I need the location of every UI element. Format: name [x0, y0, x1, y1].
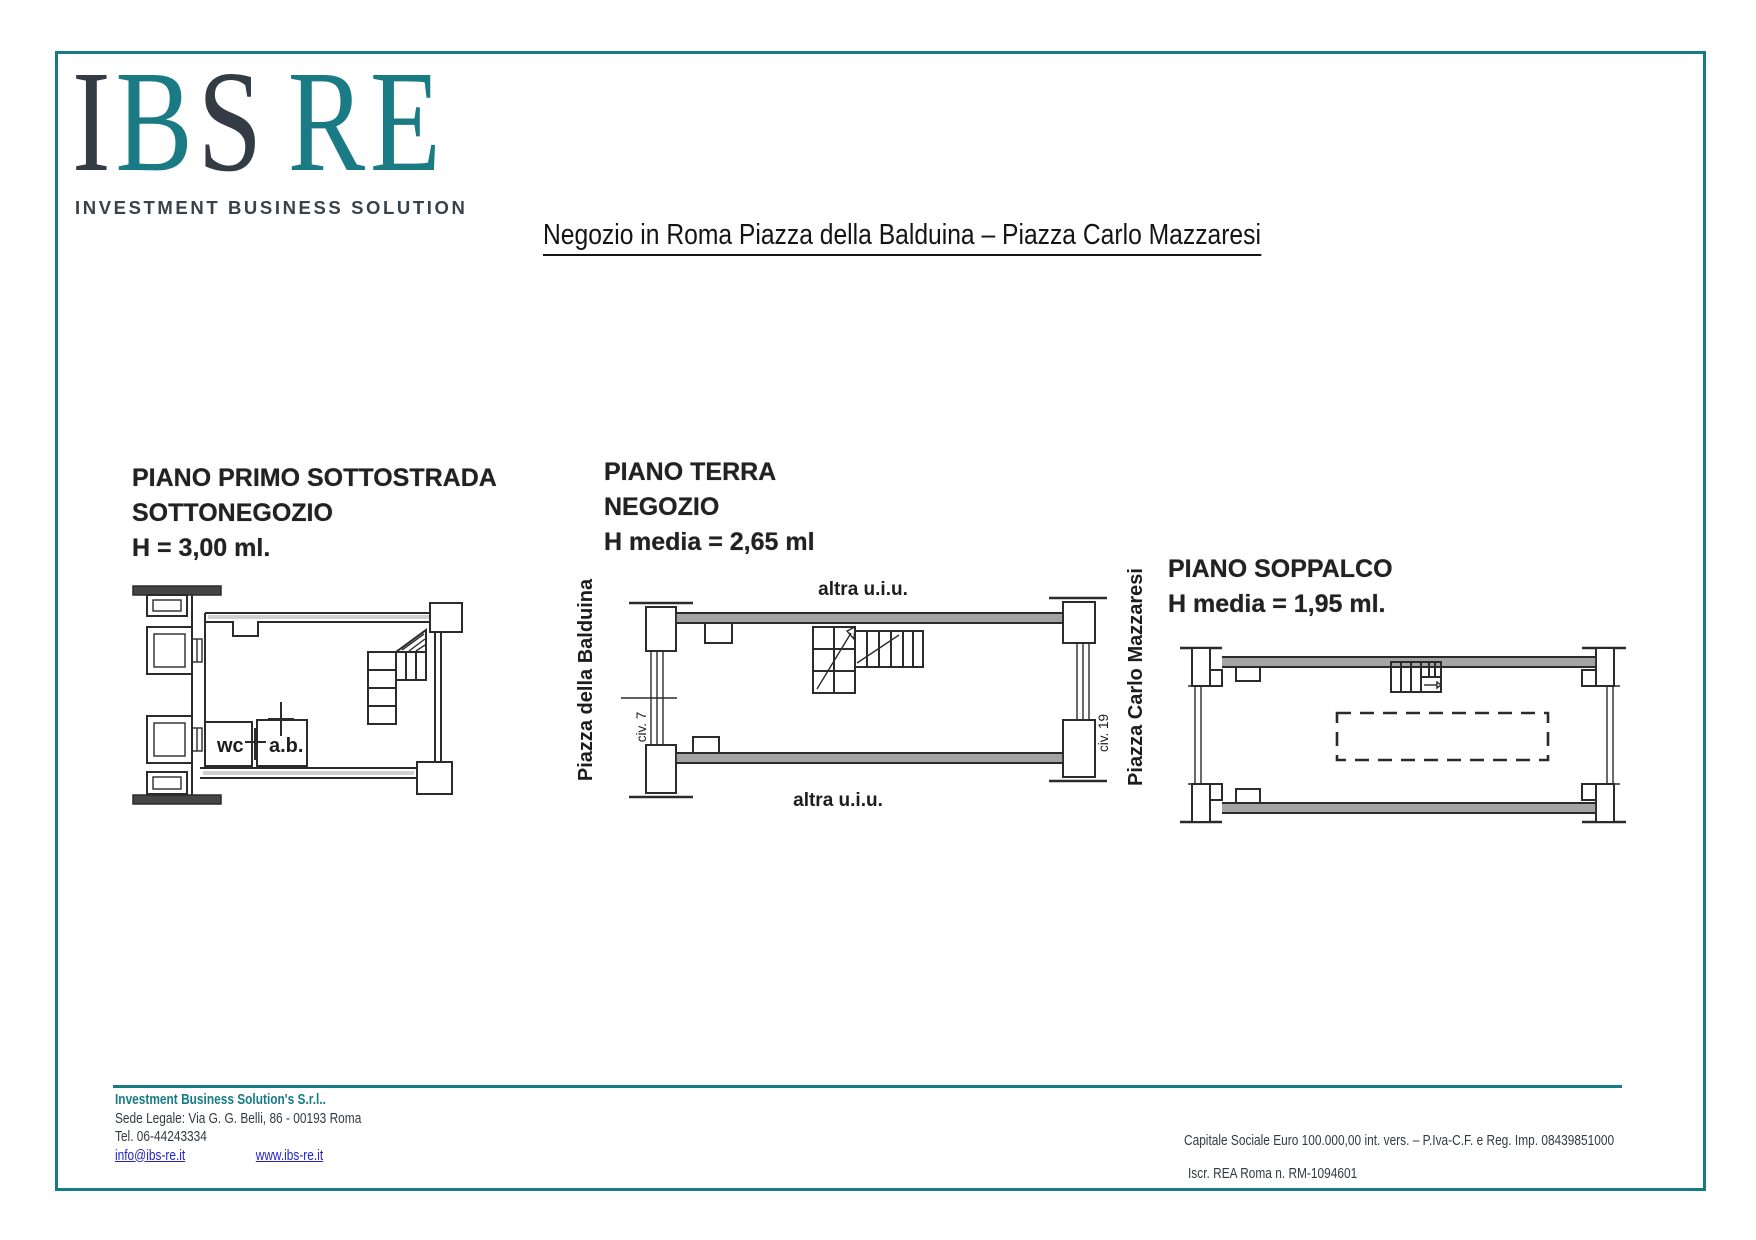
ibs-re-logo — [72, 42, 446, 202]
door-right-label: civ. 19 — [1096, 713, 1111, 753]
corner-pillars — [1180, 648, 1626, 822]
plan-1-height-line: H = 3,00 ml. — [132, 534, 271, 562]
footer-capital: Capitale Sociale Euro 100.000,00 int. vers. – P.Iva-C.F. e Reg. Imp. 08439851000 — [1184, 1133, 1615, 1149]
plan-1-title-line: SOTTONEGOZIO — [132, 499, 333, 527]
stairs — [813, 627, 923, 693]
plan-2-height-line: H media = 2,65 ml — [604, 528, 815, 556]
footer-divider — [113, 1085, 1622, 1088]
adjacent-unit-top-label: altra u.i.u. — [818, 579, 908, 600]
footer-phone: Tel. 06-44243334 — [115, 1129, 207, 1145]
wc-room — [205, 722, 252, 766]
document-title: Negozio in Roma Piazza della Balduina – Piazza Carlo Mazzaresi — [543, 219, 1261, 252]
plan-1-drawing — [118, 580, 468, 815]
bottom-wall — [1222, 789, 1596, 813]
plan-3-title-line: PIANO SOPPALCO — [1168, 555, 1393, 583]
side-glazing — [1188, 686, 1620, 784]
top-wall — [1222, 657, 1596, 681]
plan-2-title-line: PIANO TERRA — [604, 458, 777, 486]
footer-company-block — [115, 1091, 361, 1165]
logo-tagline: INVESTMENT BUSINESS SOLUTION — [75, 197, 468, 218]
plan-1-title-line: PIANO PRIMO SOTTOSTRADA — [132, 464, 497, 492]
street-right-label: Piazza Carlo Mazzaresi — [1125, 568, 1147, 786]
plan-3-caption — [1168, 552, 1393, 622]
left-entrance — [621, 603, 693, 797]
website-link[interactable]: www.ibs-re.it — [255, 1147, 324, 1164]
mezzanine-dashed-outline — [1337, 713, 1548, 760]
email-link[interactable]: info@ibs-re.it — [115, 1147, 186, 1164]
plan-3-drawing — [1178, 640, 1628, 830]
footer-links-row — [115, 1147, 361, 1166]
plan-2-caption — [604, 455, 815, 560]
wc-room-label: wc — [217, 735, 244, 757]
bottom-wall — [676, 737, 1063, 763]
left-facade-window-bays — [147, 595, 205, 795]
logo-letter-s: S — [197, 42, 267, 202]
ab-room-label: a.b. — [269, 735, 304, 757]
top-wall — [205, 613, 448, 636]
logo-letter-e: E — [369, 42, 446, 202]
footer-address: Sede Legale: Via G. G. Belli, 86 - 00193 Roma — [115, 1110, 362, 1127]
footer-company-name: Investment Business Solution's S.r.l.. — [115, 1092, 326, 1108]
logo-letter-r: R — [287, 42, 370, 202]
logo-letter-i: I — [72, 42, 116, 202]
plan-1-caption — [132, 461, 497, 566]
top-wall — [676, 613, 1063, 643]
logo-letter-b: B — [115, 42, 198, 202]
footer-rea: Iscr. REA Roma n. RM-1094601 — [1188, 1166, 1358, 1182]
plan-2-drawing — [555, 565, 1155, 830]
door-left-label: civ. 7 — [634, 711, 649, 743]
bottom-wall — [200, 768, 417, 778]
plan-3-height-line: H media = 1,95 ml. — [1168, 590, 1386, 618]
stairs — [368, 630, 426, 724]
plan-2-title-line: NEGOZIO — [604, 493, 720, 521]
adjacent-unit-bottom-label: altra u.i.u. — [793, 790, 883, 811]
street-left-label: Piazza della Balduina — [575, 578, 597, 782]
